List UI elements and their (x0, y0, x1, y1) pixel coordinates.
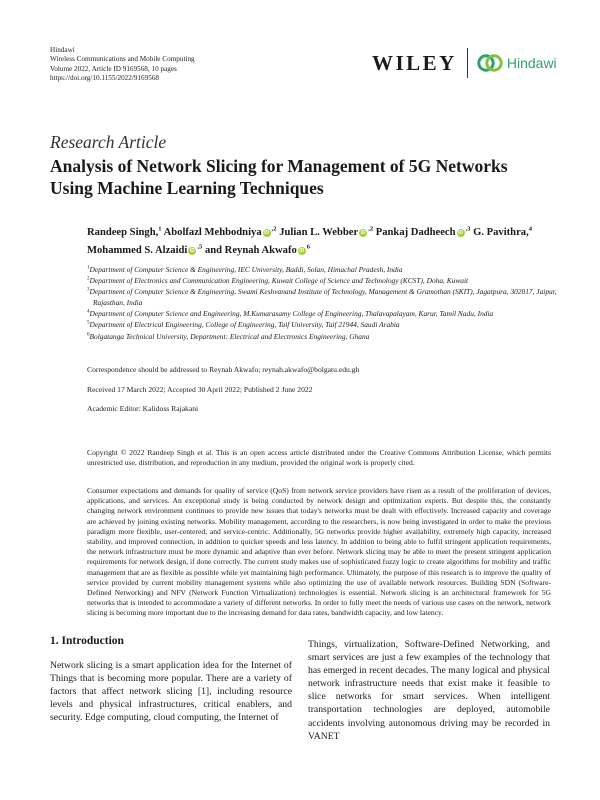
author (279, 227, 373, 238)
author-name: and Reynah Akwafo (204, 245, 297, 256)
affiliation (87, 331, 557, 342)
author-affiliation-marker: 4 (528, 225, 533, 233)
affiliation-list (87, 264, 557, 342)
affiliation-marker: 6 (87, 332, 90, 338)
affiliation-text: Department of Electronics and Communication Engineering, Kuwait College of Science and Technology (KCST), Doha, Kuwait (89, 276, 469, 286)
author (87, 245, 202, 256)
affiliation-text: Department of Computer Science and Engineering, M.Kumarasamy College of Engineering, Thalavapalayam, Karur, Tamil Nadu, India (89, 309, 494, 319)
journal-doi[interactable]: https://doi.org/10.1155/2022/9169568 (50, 74, 160, 83)
academic-editor: Academic Editor: Kalidoss Rajakani (87, 404, 199, 413)
journal-name: Wireless Communications and Mobile Computing (50, 55, 195, 64)
author-affiliation-marker: ,3 (465, 225, 471, 233)
affiliation (87, 264, 557, 275)
author-affiliation-marker: 1 (158, 225, 162, 233)
orcid-icon[interactable]: iD (360, 229, 366, 236)
author-name: G. Pavithra, (473, 227, 529, 238)
journal-publisher: Hindawi (50, 46, 75, 54)
author-name: Randeep Singh, (87, 227, 159, 238)
author-affiliation-marker: 6 (306, 243, 311, 251)
orcid-icon[interactable]: iD (299, 247, 305, 254)
author-name: Abolfazl Mehbodniya (163, 227, 262, 238)
correspondence: Correspondence should be addressed to Reynah Akwafo; reynah.akwafo@bolgatu.edu.gh (87, 365, 360, 374)
article-dates: Received 17 March 2022; Accepted 30 April 2022; Published 2 June 2022 (87, 385, 313, 394)
affiliation-text: Department of Electrical Engineering, College of Engineering, Taif University, Taif 21944, Saudi Arabia (89, 320, 400, 330)
author (473, 227, 532, 238)
affiliation-text: Department of Computer Science & Engineering, Swami Keshvanand Institute of Technology, Management & Gramothan (SKIT), Jagatpura, 302017, Jaipur, Rajasthan, India (89, 287, 557, 308)
affiliation (87, 319, 557, 330)
hindawi-icon (477, 52, 503, 74)
hindawi-logo (477, 52, 557, 74)
author (164, 227, 277, 238)
publisher-brand (372, 47, 557, 79)
journal-volume: Volume 2022, Article ID 9169568, 10 pages (50, 64, 177, 73)
affiliation-marker: 3 (87, 287, 90, 293)
brand-divider (467, 48, 468, 78)
affiliation-marker: 4 (87, 309, 90, 315)
affiliation-marker: 1 (87, 265, 90, 271)
author-affiliation-marker: ,2 (368, 225, 374, 233)
author-name: Pankaj Dadheech (375, 227, 456, 238)
abstract: Consumer expectations and demands for quality of service (QoS) from network service providers have risen as a result of the proliferation of devices, applications, and services. An exceptional study is being conducted by network design and optimization experts. But despite this, the constantly changing network environment continues to provide new issues that today's networks must be dealt with effectively. Increased capacity and coverage are achieved by joining existing networks. Mobility management, according to the researchers, is now being investigated in order to make the previous paradigm more flexible, user-centered, and service-centric. Additionally, 5G networks provide higher availability, extremely high capacity, increased stability, and improved connection, in addition to quicker speeds and less latency. In addition to being able to fulfil stringent application requirements, the network infrastructure must be more dynamic and adaptive than ever before. Network slicing may be able to meet the present stringent application requirements for network design, if done correctly. The current study makes use of sophisticated fuzzy logic to create algorithms for mobility and traffic management that are as flexible as possible while yet maintaining high performance. Ultimately, the purpose of this research is to improve the quality of service provided by current mobility management systems while also optimizing the use of available network resources. Building SDN (Software-Defined Networking) and NFV (Network Function Virtualization) technologies is essential. Network slicing is an architectural framework for 5G networks that is intended to accommodate a variety of different networks. In order to fully meet the needs of various use cases on the network, network slicing is becoming more important due to the increasing demand for data rates, bandwidth capacity, and low latency. (87, 486, 551, 618)
affiliation (87, 275, 557, 286)
author (87, 227, 162, 238)
orcid-icon[interactable]: iD (458, 229, 464, 236)
orcid-icon[interactable]: iD (264, 229, 270, 236)
author-list (87, 224, 567, 260)
author (205, 245, 310, 256)
affiliation-text: Department of Computer Science & Engineering, IEC University, Baddi, Solan, Himachal Pradesh, India (89, 265, 403, 274)
affiliation-marker: 5 (87, 321, 90, 326)
journal-info (50, 46, 195, 84)
author-affiliation-marker: ,2 (271, 225, 277, 233)
article-type: Research Article (50, 132, 167, 152)
author-name: Julian L. Webber (279, 227, 359, 238)
affiliation (87, 308, 557, 319)
author-affiliation-marker: ,5 (197, 243, 203, 251)
intro-left-column: Network slicing is a smart application idea for the Internet of Things that is becoming more popular. There are a variety of factors that affect network slicing [1], including resource levels and physical infrastructures, critical enablers, and security. Edge computing, cloud computing, the Internet of (50, 660, 292, 724)
page-title: Analysis of Network Slicing for Management of 5G Networks Using Machine Learning Techniques (50, 156, 508, 198)
orcid-icon[interactable]: iD (189, 247, 195, 254)
author-name: Mohammed S. Alzaidi (87, 245, 188, 256)
affiliation (87, 286, 557, 308)
author (376, 227, 471, 238)
hindawi-wordmark: Hindawi (506, 55, 557, 71)
section-heading-introduction: 1. Introduction (50, 635, 124, 647)
wiley-logo: WILEY (372, 50, 457, 75)
affiliation-marker: 2 (87, 276, 90, 282)
copyright-notice: Copyright © 2022 Randeep Singh et al. This is an open access article distributed under the Creative Commons Attribution License, which permits unrestricted use, distribution, and reproduction in any medium, provided the original work is properly cited. (87, 448, 551, 468)
intro-right-column: Things, virtualization, Software-Defined Networking, and smart services are just a few examples of the technology that has emerged in recent decades. The many logical and physical network infrastructure needs that exist make it feasible to slice networks for smart services. When intelligent transportation technologies are deployed, automobile accidents involving autonomous driving may be recorded in VANET (308, 639, 550, 742)
affiliation-text: Bolgatanga Technical University, Department: Electrical and Electronics Engineering, Ghana (89, 331, 370, 341)
